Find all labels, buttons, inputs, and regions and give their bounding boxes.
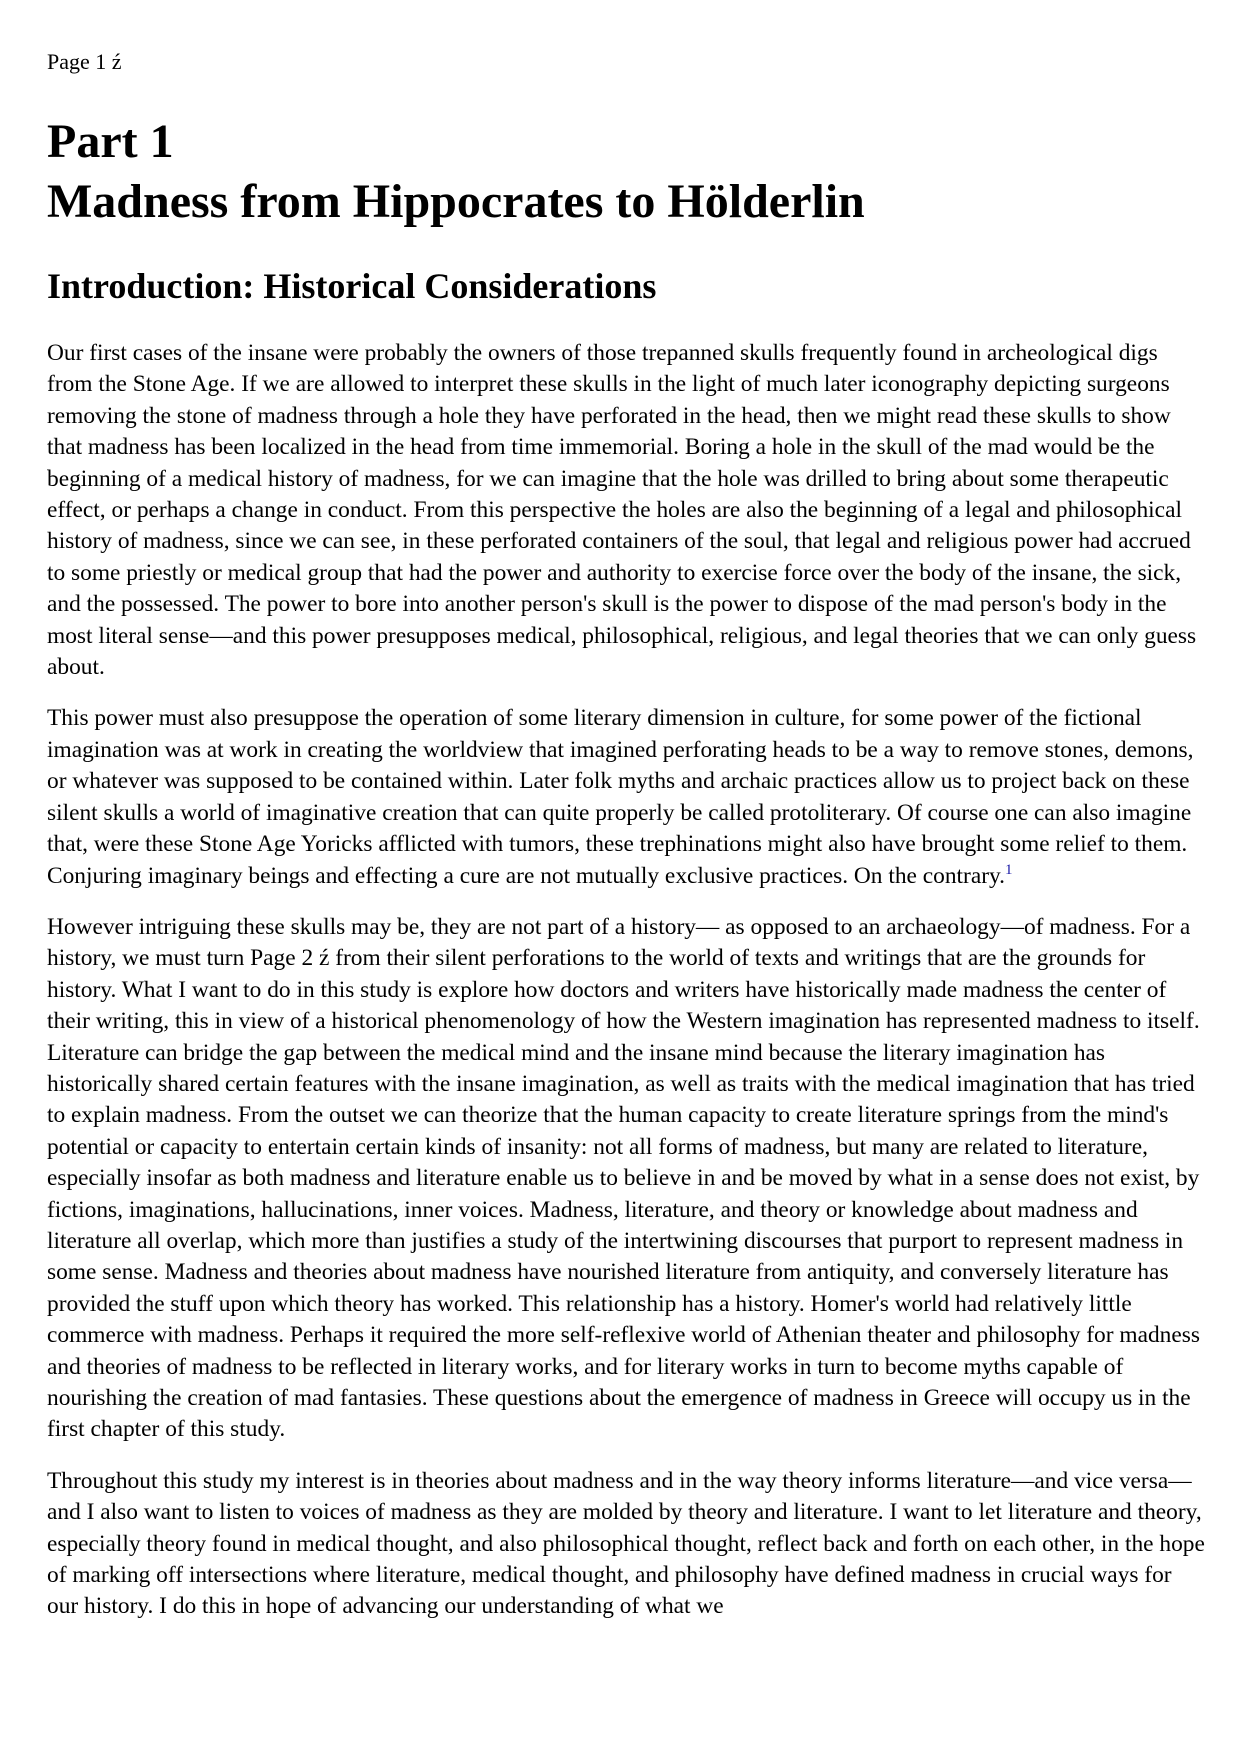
body-text bbox=[47, 338, 1207, 1643]
footnote-link-1[interactable]: 1 bbox=[1005, 861, 1013, 878]
paragraph-3: However intriguing these skulls may be, they are not part of a history— as opposed to an archaeology—of madness. For a history, we must turn Page 2 ź from their silent perforations to the world of texts and writings that are the grounds for history. What I want to do in this study is explore how doctors and writers have historically made madness the center of their writing, this in view of a historical phenomenology of how the Western imagination has represented madness to itself. Literature can bridge the gap between the medical mind and the insane mind because the literary imagination has historically shared certain features with the insane imagination, as well as traits with the medical imagination that has tried to explain madness. From the outset we can theorize that the human capacity to create literature springs from the mind's potential or capacity to entertain certain kinds of insanity: not all forms of madness, but many are related to literature, especially insofar as both madness and literature enable us to believe in and be moved by what in a sense does not exist, by fictions, imaginations, hallucinations, inner voices. Madness, literature, and theory or knowledge about madness and literature all overlap, which more than justifies a study of the intertwining discourses that purport to represent madness in some sense. Madness and theories about madness have nourished literature from antiquity, and conversely literature has provided the stuff upon which theory has worked. This relationship has a history. Homer's world had relatively little commerce with madness. Perhaps it required the more self-reflexive world of Athenian theater and philosophy for madness and theories of madness to be reflected in literary works, and for literary works in turn to become myths capable of nourishing the creation of mad fantasies. These questions about the emergence of madness in Greece will occupy us in the first chapter of this study. bbox=[47, 913, 1200, 1443]
footnote-ref-sup bbox=[1005, 862, 1013, 878]
section-title: Introduction: Historical Considerations bbox=[47, 266, 657, 306]
paragraph-1: Our first cases of the insane were probably the owners of those trepanned skulls frequently found in archeological digs from the Stone Age. If we are allowed to interpret these skulls in the light of much later iconography depicting surgeons removing the stone of madness through a hole they have perforated in the head, then we might read these skulls to show that madness has been localized in the head from time immemorial. Boring a hole in the skull of the mad would be the beginning of a medical history of madness, for we can imagine that the hole was drilled to bring about some therapeutic effect, or perhaps a change in conduct. From this perspective the holes are also the beginning of a legal and philosophical history of madness, since we can see, in these perforated containers of the soul, that legal and religious power had accrued to some priestly or medical group that had the power and authority to exercise force over the body of the insane, the sick, and the possessed. The power to bore into another person's skull is the power to dispose of the mad person's body in the most literal sense—and this power presupposes medical, philosophical, religious, and legal theories that we can only guess about. bbox=[47, 340, 1197, 681]
part-subtitle: Madness from Hippocrates to Hölderlin bbox=[47, 175, 865, 228]
paragraph-4: Throughout this study my interest is in theories about madness and in the way theory informs literature—and vice versa—and I also want to listen to voices of madness as they are molded by theory and literature. I want to let literature and theory, especially theory found in medical thought, and also philosophical thought, reflect back and forth on each other, in the hope of marking off intersections where literature, medical thought, and philosophy have defined madness in crucial ways for our history. I do this in hope of advancing our understanding of what we bbox=[47, 1467, 1205, 1620]
part-number: Part 1 bbox=[47, 115, 174, 168]
part-title bbox=[47, 112, 865, 232]
paragraph-2 bbox=[47, 703, 1207, 891]
paragraph-2-text: This power must also presuppose the operation of some literary dimension in culture, for some power of the fictional imagination was at work in creating the worldview that imagined perforating heads to be a way to remove stones, demons, or whatever was supposed to be contained within. Later folk myths and archaic practices allow us to project back on these silent skulls a world of imaginative creation that can quite properly be called protoliterary. Of course one can also imagine that, were these Stone Age Yoricks afflicted with tumors, these trephinations might also have brought some relief to them. Conjuring imaginary beings and effecting a cure are not mutually exclusive practices. On the contrary. bbox=[47, 705, 1194, 889]
page-number-marker: Page 1 ź bbox=[47, 49, 122, 74]
